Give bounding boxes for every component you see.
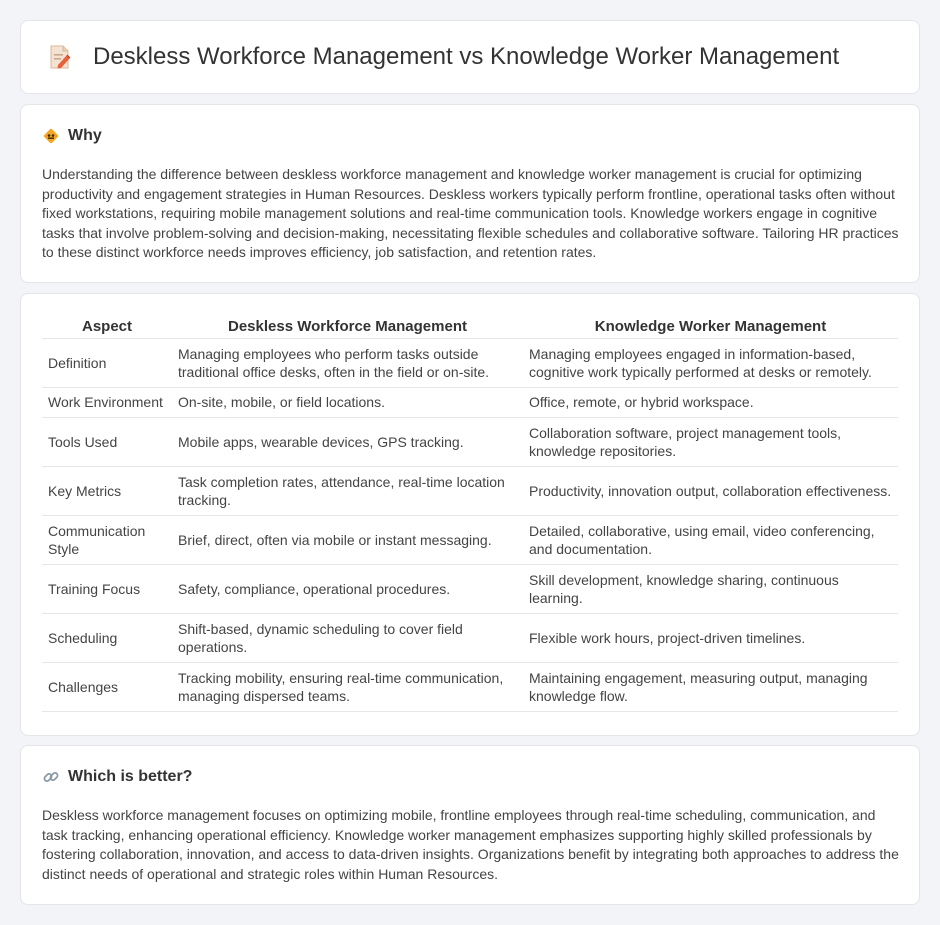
row-knowledge: Skill development, knowledge sharing, continuous learning. [523,564,898,613]
table-row [42,613,898,662]
row-deskless: Brief, direct, often via mobile or instant messaging. [172,515,523,564]
header-aspect: Aspect [42,316,172,338]
row-aspect: Scheduling [42,613,172,662]
row-knowledge: Maintaining engagement, measuring output, managing knowledge flow. [523,662,898,711]
table-row [42,387,898,417]
title-row [47,43,839,71]
row-aspect: Challenges [42,662,172,711]
document-edit-icon [47,43,73,71]
better-header [42,768,192,786]
row-knowledge: Managing employees engaged in information-based, cognitive work typically performed at desks or remotely. [523,338,898,387]
row-deskless: Shift-based, dynamic scheduling to cover field operations. [172,613,523,662]
comparison-table [42,316,898,712]
which-is-better-section [20,745,920,905]
row-knowledge: Office, remote, or hybrid workspace. [523,387,898,417]
header-deskless: Deskless Workforce Management [172,316,523,338]
why-header [42,127,102,145]
row-knowledge: Collaboration software, project management tools, knowledge repositories. [523,417,898,466]
table-row [42,515,898,564]
row-knowledge: Detailed, collaborative, using email, video conferencing, and documentation. [523,515,898,564]
row-aspect: Training Focus [42,564,172,613]
better-title: Which is better? [68,768,193,785]
header-knowledge: Knowledge Worker Management [523,316,898,338]
row-aspect: Tools Used [42,417,172,466]
table-row [42,564,898,613]
why-text: Understanding the difference between deskless workforce management and knowledge worker management is crucial for optimizing productivity and engagement strategies in Human Resources. Deskless workers typically perform frontline, operational tasks often without fixed workstations, requiring mobile management solutions and real-time communication tools. Knowledge workers engage in cognitive tasks that involve problem-solving and decision-making, necessitating flexible schedules and collaborative software. Tailoring HR practices to these distinct workforce needs improves efficiency, job satisfaction, and retention rates. [42,166,899,261]
row-deskless: Safety, compliance, operational procedures. [172,564,523,613]
page-title: Deskless Workforce Management vs Knowledge Worker Management [93,43,840,70]
table-row [42,662,898,711]
table-row [42,338,898,387]
title-card [20,20,920,94]
row-deskless: Mobile apps, wearable devices, GPS tracking. [172,417,523,466]
row-deskless: Tracking mobility, ensuring real-time communication, managing dispersed teams. [172,662,523,711]
why-section [20,104,920,283]
row-aspect: Communication Style [42,515,172,564]
row-deskless: Managing employees who perform tasks outside traditional office desks, often in the field or on-site. [172,338,523,387]
row-aspect: Key Metrics [42,466,172,515]
link-icon [42,768,60,786]
row-aspect: Definition [42,338,172,387]
row-knowledge: Flexible work hours, project-driven timelines. [523,613,898,662]
row-deskless: On-site, mobile, or field locations. [172,387,523,417]
row-deskless: Task completion rates, attendance, real-time location tracking. [172,466,523,515]
better-text: Deskless workforce management focuses on optimizing mobile, frontline employees through real-time scheduling, communication, and task tracking, enhancing operational efficiency. Knowledge worker management emphasizes supporting highly skilled professionals by fostering collaboration, innovation, and access to data-driven insights. Organizations benefit by integrating both approaches to address the distinct needs of operational and strategic roles within Human Resources. [42,807,899,882]
row-knowledge: Productivity, innovation output, collaboration effectiveness. [523,466,898,515]
row-aspect: Work Environment [42,387,172,417]
comparison-table-card [20,293,920,736]
why-title: Why [68,127,102,144]
diamond-sign-icon [42,127,60,145]
table-row [42,466,898,515]
table-header-row [42,316,898,338]
table-row [42,417,898,466]
